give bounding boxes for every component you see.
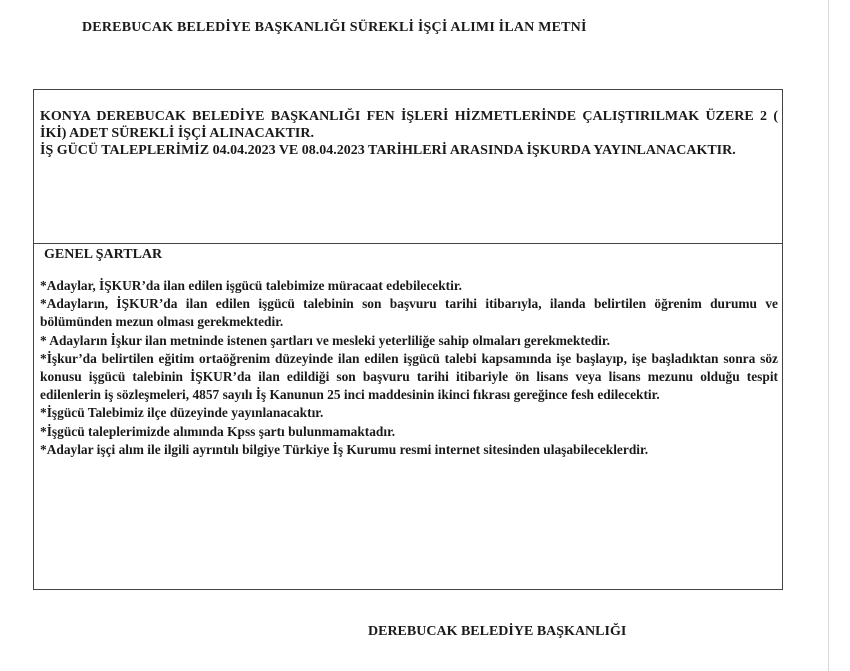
announcement-box <box>33 89 783 590</box>
condition-item: *İşgücü Talebimiz ilçe düzeyinde yayınlanacaktır. <box>40 405 324 421</box>
signature: DEREBUCAK BELEDİYE BAŞKANLIĞI <box>368 624 627 639</box>
condition-item: *Adayların, İŞKUR’da ilan edilen işgücü talebinin son başvuru tarihi itibarıyla, ilanda belirtilen öğrenim durumu ve bölümünden mezun olması gerekmektedir. <box>40 296 778 330</box>
conditions-heading: GENEL ŞARTLAR <box>44 247 163 262</box>
conditions-list <box>40 277 778 459</box>
intro-section <box>40 108 778 159</box>
conditions-section <box>40 247 778 459</box>
condition-item: *Adaylar, İŞKUR’da ilan edilen işgücü talebimize müracaat edebilecektir. <box>40 278 462 293</box>
section-divider <box>34 243 782 244</box>
intro-paragraph: KONYA DEREBUCAK BELEDİYE BAŞKANLIĞI FEN İŞLERİ HİZMETLERİNDE ÇALIŞTIRILMAK ÜZERE 2 ( İKİ) ADET SÜREKLİ İŞÇİ ALINACAKTIR. <box>40 109 778 141</box>
scan-edge-line <box>828 0 829 671</box>
intro-paragraph: İŞ GÜCÜ TALEPLERİMİZ 04.04.2023 VE 08.04.2023 TARİHLERİ ARASINDA İŞKURDA YAYINLANACAKTIR. <box>40 143 736 158</box>
condition-item: * Adayların İşkur ilan metninde istenen şartları ve mesleki yeterliliğe sahip olmaları gerekmektedir. <box>40 332 610 348</box>
condition-item: *İşkur’da belirtilen eğitim ortaöğrenim düzeyinde ilan edilen işgücü talebi kapsamında işe başlayıp, işe başladıktan sonra söz konusu işgücü talebinin İŞKUR’da ilan edildiği son başvuru tarihi itibariyle ön lisans veya lisans mezunu olduğu tespit edilenlerin iş sözleşmeleri, 4857 sayılı İş Kanunun 25 inci maddesinin ikinci fıkrası gereğince fesh edilecektir. <box>40 350 778 403</box>
condition-item: *Adaylar işçi alım ile ilgili ayrıntılı bilgiye Türkiye İş Kurumu resmi internet sitesinden ulaşabileceklerdir. <box>40 441 649 457</box>
condition-item: *İşgücü taleplerimizde alımında Kpss şartı bulunmamaktadır. <box>40 423 396 439</box>
document-title: DEREBUCAK BELEDİYE BAŞKANLIĞI SÜREKLİ İŞÇİ ALIMI İLAN METNİ <box>82 20 587 35</box>
